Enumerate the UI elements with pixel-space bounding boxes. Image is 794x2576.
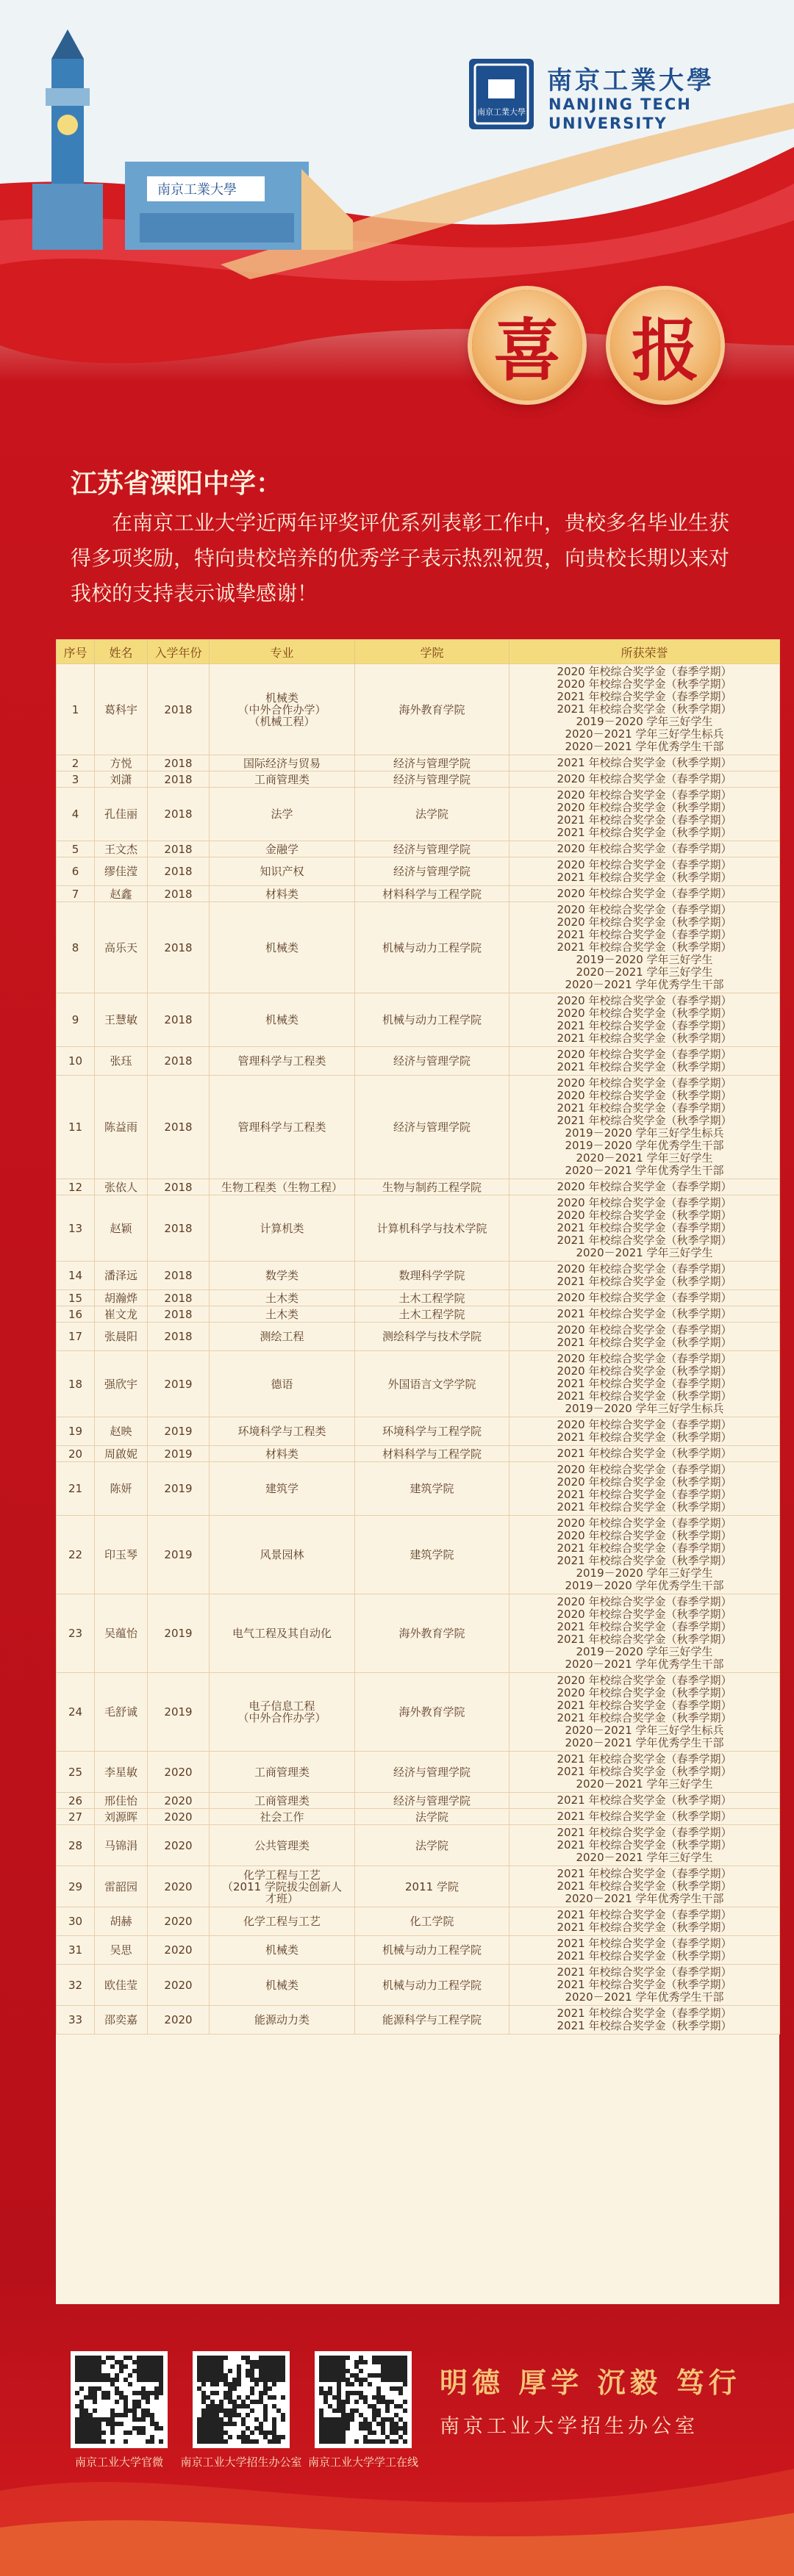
cell-honor: 2021 年校综合奖学金（春季学期） 2021 年校综合奖学金（秋季学期） bbox=[509, 1936, 780, 1965]
table-row bbox=[57, 1793, 780, 1809]
cell-honor: 2020 年校综合奖学金（春季学期） bbox=[509, 1179, 780, 1195]
cell-no: 4 bbox=[57, 788, 95, 841]
table-row bbox=[57, 902, 780, 993]
header-year: 入学年份 bbox=[148, 640, 210, 664]
cell-no: 16 bbox=[57, 1306, 95, 1323]
cell-year: 2018 bbox=[148, 857, 210, 886]
cell-college: 经济与管理学院 bbox=[355, 771, 509, 788]
table-row bbox=[57, 1323, 780, 1351]
table-row bbox=[57, 1047, 780, 1076]
cell-college: 2011 学院 bbox=[355, 1866, 509, 1907]
cell-no: 15 bbox=[57, 1290, 95, 1306]
cell-college: 法学院 bbox=[355, 1825, 509, 1866]
cell-name: 高乐天 bbox=[95, 902, 148, 993]
cell-honor: 2021 年校综合奖学金（春季学期） 2021 年校综合奖学金（秋季学期） bbox=[509, 1907, 780, 1936]
cell-major: 知识产权 bbox=[210, 857, 355, 886]
cell-major: 电气工程及其自动化 bbox=[210, 1594, 355, 1673]
table-row bbox=[57, 1594, 780, 1673]
cell-no: 33 bbox=[57, 2006, 95, 2034]
cell-honor: 2020 年校综合奖学金（春季学期） 2020 年校综合奖学金（秋季学期） 2021 年校综合奖学金（春季学期） 2021 年校综合奖学金（秋季学期） 2019－2020 学年三好学生 2020－2021 学年三好学生标兵 2020－2021 学年优秀学生干部 bbox=[509, 664, 780, 755]
cell-college: 机械与动力工程学院 bbox=[355, 902, 509, 993]
cell-major: 管理科学与工程类 bbox=[210, 1076, 355, 1179]
cell-major: 建筑学 bbox=[210, 1462, 355, 1516]
cell-name: 陈妍 bbox=[95, 1462, 148, 1516]
table-row bbox=[57, 755, 780, 771]
table-row bbox=[57, 1907, 780, 1936]
cell-no: 1 bbox=[57, 664, 95, 755]
table-row bbox=[57, 1936, 780, 1965]
logo-english-line2: UNIVERSITY bbox=[548, 115, 668, 132]
cell-no: 11 bbox=[57, 1076, 95, 1179]
cell-year: 2019 bbox=[148, 1594, 210, 1673]
qr-code-icon bbox=[319, 2356, 407, 2444]
cell-year: 2018 bbox=[148, 664, 210, 755]
table-row bbox=[57, 664, 780, 755]
cell-name: 印玉琴 bbox=[95, 1516, 148, 1594]
cell-honor: 2021 年校综合奖学金（春季学期） 2021 年校综合奖学金（秋季学期） 2020－2021 学年三好学生 bbox=[509, 1825, 780, 1866]
cell-honor: 2021 年校综合奖学金（春季学期） 2021 年校综合奖学金（秋季学期） 2020－2021 学年优秀学生干部 bbox=[509, 1965, 780, 2006]
cell-name: 欧佳莹 bbox=[95, 1965, 148, 2006]
table-row bbox=[57, 857, 780, 886]
cell-no: 28 bbox=[57, 1825, 95, 1866]
cell-college: 材料科学与工程学院 bbox=[355, 886, 509, 902]
cell-no: 2 bbox=[57, 755, 95, 771]
cell-college: 土木工程学院 bbox=[355, 1306, 509, 1323]
cell-major: 能源动力类 bbox=[210, 2006, 355, 2034]
cell-name: 马锦涓 bbox=[95, 1825, 148, 1866]
cell-honor: 2020 年校综合奖学金（春季学期） 2020 年校综合奖学金（秋季学期） 2021 年校综合奖学金（春季学期） 2021 年校综合奖学金（秋季学期） 2020－2021 学年三好学生 bbox=[509, 1195, 780, 1262]
cell-major: 数学类 bbox=[210, 1262, 355, 1290]
cell-honor: 2020 年校综合奖学金（春季学期） 2020 年校综合奖学金（秋季学期） 2021 年校综合奖学金（春季学期） 2021 年校综合奖学金（秋季学期） 2019－2020 学年三好学生标兵 2019－2020 学年优秀学生干部 2020－2021 学年三好学生 2020－2021 学年优秀学生干部 bbox=[509, 1076, 780, 1179]
cell-major: 测绘工程 bbox=[210, 1323, 355, 1351]
cell-major: 风景园林 bbox=[210, 1516, 355, 1594]
cell-college: 建筑学院 bbox=[355, 1462, 509, 1516]
table-row bbox=[57, 841, 780, 857]
cell-name: 胡瀚烨 bbox=[95, 1290, 148, 1306]
cell-honor: 2020 年校综合奖学金（春季学期） bbox=[509, 886, 780, 902]
cell-name: 吴思 bbox=[95, 1936, 148, 1965]
cell-year: 2020 bbox=[148, 1866, 210, 1907]
cell-honor: 2020 年校综合奖学金（春季学期） 2020 年校综合奖学金（秋季学期） 2021 年校综合奖学金（春季学期） 2021 年校综合奖学金（秋季学期） bbox=[509, 788, 780, 841]
table-row bbox=[57, 1417, 780, 1446]
admissions-office-name: 南京工业大学招生办公室 bbox=[440, 2415, 698, 2438]
table-row bbox=[57, 2006, 780, 2034]
cell-no: 18 bbox=[57, 1351, 95, 1417]
cell-major: 公共管理类 bbox=[210, 1825, 355, 1866]
cell-honor: 2021 年校综合奖学金（秋季学期） bbox=[509, 1306, 780, 1323]
cell-major: 国际经济与贸易 bbox=[210, 755, 355, 771]
header-major: 专业 bbox=[210, 640, 355, 664]
table-row bbox=[57, 1866, 780, 1907]
cell-year: 2018 bbox=[148, 1179, 210, 1195]
cell-college: 经济与管理学院 bbox=[355, 841, 509, 857]
cell-name: 赵映 bbox=[95, 1417, 148, 1446]
cell-honor: 2020 年校综合奖学金（春季学期） 2020 年校综合奖学金（秋季学期） 2021 年校综合奖学金（春季学期） 2021 年校综合奖学金（秋季学期） 2019－2020 学年三好学生 2020－2021 学年优秀学生干部 bbox=[509, 1594, 780, 1673]
qr-code-admissions-office[interactable] bbox=[193, 2351, 290, 2448]
qr-code-icon bbox=[75, 2356, 163, 2444]
cell-major: 土木类 bbox=[210, 1306, 355, 1323]
cell-no: 20 bbox=[57, 1446, 95, 1462]
cell-college: 数理科学学院 bbox=[355, 1262, 509, 1290]
cell-no: 22 bbox=[57, 1516, 95, 1594]
cell-honor: 2020 年校综合奖学金（春季学期） 2020 年校综合奖学金（秋季学期） 2021 年校综合奖学金（春季学期） 2021 年校综合奖学金（秋季学期） bbox=[509, 1462, 780, 1516]
cell-college: 土木工程学院 bbox=[355, 1290, 509, 1306]
cell-name: 王慧敏 bbox=[95, 993, 148, 1047]
cell-honor: 2020 年校综合奖学金（春季学期） 2020 年校综合奖学金（秋季学期） 2021 年校综合奖学金（春季学期） 2021 年校综合奖学金（秋季学期） 2019－2020 学年三好学生标兵 bbox=[509, 1351, 780, 1417]
cell-honor: 2020 年校综合奖学金（春季学期） 2020 年校综合奖学金（秋季学期） 2021 年校综合奖学金（春季学期） 2021 年校综合奖学金（秋季学期） 2019－2020 学年三好学生 2019－2020 学年优秀学生干部 bbox=[509, 1516, 780, 1594]
cell-name: 李星敏 bbox=[95, 1752, 148, 1793]
cell-college: 机械与动力工程学院 bbox=[355, 1936, 509, 1965]
table-row bbox=[57, 1965, 780, 2006]
qr-code-official-wechat[interactable] bbox=[71, 2351, 168, 2448]
cell-no: 7 bbox=[57, 886, 95, 902]
table-row bbox=[57, 1351, 780, 1417]
cell-college: 能源科学与工程学院 bbox=[355, 2006, 509, 2034]
cell-year: 2020 bbox=[148, 2006, 210, 2034]
building-sign: 南京工業大學 bbox=[157, 182, 237, 198]
cell-name: 刘潇 bbox=[95, 771, 148, 788]
cell-name: 崔文龙 bbox=[95, 1306, 148, 1323]
header-no: 序号 bbox=[57, 640, 95, 664]
table-row bbox=[57, 1262, 780, 1290]
cell-honor: 2020 年校综合奖学金（春季学期） 2020 年校综合奖学金（秋季学期） 2021 年校综合奖学金（春季学期） 2021 年校综合奖学金（秋季学期） 2020－2021 学年三好学生标兵 2020－2021 学年优秀学生干部 bbox=[509, 1673, 780, 1752]
cell-honor: 2020 年校综合奖学金（春季学期） 2021 年校综合奖学金（秋季学期） bbox=[509, 1417, 780, 1446]
cell-no: 21 bbox=[57, 1462, 95, 1516]
cell-major: 工商管理类 bbox=[210, 1793, 355, 1809]
cell-year: 2020 bbox=[148, 1965, 210, 2006]
honor-table bbox=[56, 639, 780, 2034]
table-row bbox=[57, 1076, 780, 1179]
cell-honor: 2021 年校综合奖学金（春季学期） 2021 年校综合奖学金（秋季学期） 2020－2021 学年优秀学生干部 bbox=[509, 1866, 780, 1907]
cell-no: 19 bbox=[57, 1417, 95, 1446]
cell-year: 2018 bbox=[148, 1290, 210, 1306]
cell-year: 2020 bbox=[148, 1793, 210, 1809]
cell-no: 25 bbox=[57, 1752, 95, 1793]
table-header-row bbox=[57, 640, 780, 664]
cell-name: 赵颖 bbox=[95, 1195, 148, 1262]
qr-caption-2: 南京工业大学招生办公室 bbox=[180, 2456, 302, 2469]
cell-major: 法学 bbox=[210, 788, 355, 841]
logo-english-line1: NANJING TECH bbox=[548, 96, 692, 113]
cell-major: 工商管理类 bbox=[210, 771, 355, 788]
cell-year: 2020 bbox=[148, 1907, 210, 1936]
cell-no: 6 bbox=[57, 857, 95, 886]
cell-no: 17 bbox=[57, 1323, 95, 1351]
cell-year: 2018 bbox=[148, 841, 210, 857]
cell-college: 环境科学与工程学院 bbox=[355, 1417, 509, 1446]
university-logo bbox=[468, 57, 776, 138]
cell-major: 材料类 bbox=[210, 1446, 355, 1462]
cell-major: 机械类 bbox=[210, 902, 355, 993]
cell-college: 经济与管理学院 bbox=[355, 1047, 509, 1076]
qr-code-student-online[interactable] bbox=[315, 2351, 412, 2448]
xi-character-badge: 喜 bbox=[472, 290, 582, 400]
cell-name: 刘源晖 bbox=[95, 1809, 148, 1825]
cell-honor: 2020 年校综合奖学金（春季学期） 2021 年校综合奖学金（秋季学期） bbox=[509, 1262, 780, 1290]
cell-year: 2019 bbox=[148, 1516, 210, 1594]
cell-honor: 2020 年校综合奖学金（春季学期） bbox=[509, 1290, 780, 1306]
table-row bbox=[57, 1825, 780, 1866]
cell-name: 张依人 bbox=[95, 1179, 148, 1195]
cell-college: 海外教育学院 bbox=[355, 1673, 509, 1752]
table-row bbox=[57, 771, 780, 788]
cell-year: 2019 bbox=[148, 1351, 210, 1417]
table-body bbox=[57, 664, 780, 2034]
cell-college: 经济与管理学院 bbox=[355, 1076, 509, 1179]
cell-no: 29 bbox=[57, 1866, 95, 1907]
cell-name: 方悦 bbox=[95, 755, 148, 771]
cell-honor: 2021 年校综合奖学金（秋季学期） bbox=[509, 1446, 780, 1462]
cell-year: 2018 bbox=[148, 1076, 210, 1179]
logo-chinese-name: 南京工業大學 bbox=[547, 66, 715, 96]
honor-table-container bbox=[56, 639, 779, 2304]
qr-caption-1: 南京工业大学官微 bbox=[74, 2456, 163, 2469]
svg-text:南京工業大學: 南京工業大學 bbox=[477, 107, 526, 117]
cell-name: 张晨阳 bbox=[95, 1323, 148, 1351]
cell-name: 胡赫 bbox=[95, 1907, 148, 1936]
cell-honor: 2020 年校综合奖学金（春季学期） 2020 年校综合奖学金（秋季学期） 2021 年校综合奖学金（春季学期） 2021 年校综合奖学金（秋季学期） 2019－2020 学年三好学生 2020－2021 学年三好学生 2020－2021 学年优秀学生干部 bbox=[509, 902, 780, 993]
qr-code-icon bbox=[197, 2356, 285, 2444]
header-college: 学院 bbox=[355, 640, 509, 664]
cell-year: 2020 bbox=[148, 1809, 210, 1825]
cell-year: 2019 bbox=[148, 1462, 210, 1516]
cell-no: 13 bbox=[57, 1195, 95, 1262]
table-row bbox=[57, 1290, 780, 1306]
cell-major: 电子信息工程 （中外合作办学） bbox=[210, 1673, 355, 1752]
cell-no: 9 bbox=[57, 993, 95, 1047]
cell-no: 32 bbox=[57, 1965, 95, 2006]
cell-honor: 2020 年校综合奖学金（春季学期） 2021 年校综合奖学金（秋季学期） bbox=[509, 1047, 780, 1076]
cell-major: 环境科学与工程类 bbox=[210, 1417, 355, 1446]
cell-college: 经济与管理学院 bbox=[355, 1752, 509, 1793]
cell-college: 机械与动力工程学院 bbox=[355, 1965, 509, 2006]
cell-no: 3 bbox=[57, 771, 95, 788]
cell-no: 31 bbox=[57, 1936, 95, 1965]
cell-college: 计算机科学与技术学院 bbox=[355, 1195, 509, 1262]
table-row bbox=[57, 1195, 780, 1262]
cell-year: 2018 bbox=[148, 771, 210, 788]
cell-college: 法学院 bbox=[355, 788, 509, 841]
cell-major: 化学工程与工艺 （2011 学院拔尖创新人 才班） bbox=[210, 1866, 355, 1907]
cell-no: 5 bbox=[57, 841, 95, 857]
cell-name: 孔佳丽 bbox=[95, 788, 148, 841]
university-motto: 明德 厚学 沉毅 笃行 bbox=[440, 2366, 741, 2399]
cell-name: 邵奕嘉 bbox=[95, 2006, 148, 2034]
cell-no: 10 bbox=[57, 1047, 95, 1076]
cell-honor: 2021 年校综合奖学金（秋季学期） bbox=[509, 1793, 780, 1809]
cell-year: 2018 bbox=[148, 886, 210, 902]
cell-no: 26 bbox=[57, 1793, 95, 1809]
cell-honor: 2021 年校综合奖学金（秋季学期） bbox=[509, 755, 780, 771]
cell-major: 机械类 bbox=[210, 1936, 355, 1965]
table-row bbox=[57, 1179, 780, 1195]
cell-honor: 2020 年校综合奖学金（春季学期） bbox=[509, 771, 780, 788]
cell-honor: 2020 年校综合奖学金（春季学期） bbox=[509, 841, 780, 857]
cell-year: 2019 bbox=[148, 1673, 210, 1752]
greeting-body: 在南京工业大学近两年评奖评优系列表彰工作中，贵校多名毕业生获得多项奖励，特向贵校培养的优秀学子表示热烈祝贺，向贵校长期以来对我校的支持表示诚挚感谢！ bbox=[71, 511, 730, 605]
bao-character-badge: 报 bbox=[610, 290, 720, 400]
cell-name: 强欣宇 bbox=[95, 1351, 148, 1417]
cell-major: 管理科学与工程类 bbox=[210, 1047, 355, 1076]
cell-honor: 2020 年校综合奖学金（春季学期） 2020 年校综合奖学金（秋季学期） 2021 年校综合奖学金（春季学期） 2021 年校综合奖学金（秋季学期） bbox=[509, 993, 780, 1047]
cell-year: 2018 bbox=[148, 902, 210, 993]
cell-year: 2018 bbox=[148, 993, 210, 1047]
cell-college: 生物与制药工程学院 bbox=[355, 1179, 509, 1195]
cell-honor: 2021 年校综合奖学金（秋季学期） bbox=[509, 1809, 780, 1825]
cell-year: 2018 bbox=[148, 1047, 210, 1076]
cell-major: 计算机类 bbox=[210, 1195, 355, 1262]
cell-year: 2020 bbox=[148, 1752, 210, 1793]
cell-name: 赵鑫 bbox=[95, 886, 148, 902]
cell-honor: 2020 年校综合奖学金（春季学期） 2021 年校综合奖学金（秋季学期） bbox=[509, 857, 780, 886]
cell-honor: 2020 年校综合奖学金（春季学期） 2021 年校综合奖学金（秋季学期） bbox=[509, 1323, 780, 1351]
cell-no: 8 bbox=[57, 902, 95, 993]
cell-college: 海外教育学院 bbox=[355, 1594, 509, 1673]
cell-year: 2019 bbox=[148, 1417, 210, 1446]
cell-name: 邢佳怡 bbox=[95, 1793, 148, 1809]
cell-college: 外国语言文学学院 bbox=[355, 1351, 509, 1417]
cell-year: 2018 bbox=[148, 755, 210, 771]
table-row bbox=[57, 1462, 780, 1516]
cell-college: 法学院 bbox=[355, 1809, 509, 1825]
cell-no: 27 bbox=[57, 1809, 95, 1825]
cell-year: 2019 bbox=[148, 1446, 210, 1462]
cell-college: 建筑学院 bbox=[355, 1516, 509, 1594]
qr-caption-3: 南京工业大学学工在线 bbox=[307, 2456, 418, 2469]
cell-college: 材料科学与工程学院 bbox=[355, 1446, 509, 1462]
cell-name: 葛科宇 bbox=[95, 664, 148, 755]
cell-name: 雷韶园 bbox=[95, 1866, 148, 1907]
table-row bbox=[57, 1516, 780, 1594]
cell-year: 2018 bbox=[148, 788, 210, 841]
cell-year: 2018 bbox=[148, 1323, 210, 1351]
cell-major: 机械类 （中外合作办学） （机械工程） bbox=[210, 664, 355, 755]
cell-major: 生物工程类（生物工程） bbox=[210, 1179, 355, 1195]
cell-no: 14 bbox=[57, 1262, 95, 1290]
table-row bbox=[57, 1306, 780, 1323]
cell-major: 金融学 bbox=[210, 841, 355, 857]
university-seal-icon bbox=[468, 57, 535, 131]
cell-name: 周啟妮 bbox=[95, 1446, 148, 1462]
table-row bbox=[57, 886, 780, 902]
cell-name: 陈益雨 bbox=[95, 1076, 148, 1179]
cell-college: 经济与管理学院 bbox=[355, 857, 509, 886]
table-row bbox=[57, 1809, 780, 1825]
cell-year: 2018 bbox=[148, 1195, 210, 1262]
cell-year: 2018 bbox=[148, 1306, 210, 1323]
cell-college: 化工学院 bbox=[355, 1907, 509, 1936]
cell-name: 张珏 bbox=[95, 1047, 148, 1076]
cell-no: 24 bbox=[57, 1673, 95, 1752]
cell-name: 吴蕴怡 bbox=[95, 1594, 148, 1673]
cell-college: 经济与管理学院 bbox=[355, 755, 509, 771]
table-row bbox=[57, 1446, 780, 1462]
header-honor: 所获荣誉 bbox=[509, 640, 780, 664]
cell-college: 机械与动力工程学院 bbox=[355, 993, 509, 1047]
cell-year: 2020 bbox=[148, 1825, 210, 1866]
cell-no: 12 bbox=[57, 1179, 95, 1195]
cell-college: 经济与管理学院 bbox=[355, 1793, 509, 1809]
cell-name: 潘泽远 bbox=[95, 1262, 148, 1290]
cell-major: 化学工程与工艺 bbox=[210, 1907, 355, 1936]
cell-major: 德语 bbox=[210, 1351, 355, 1417]
header-name: 姓名 bbox=[95, 640, 148, 664]
cell-major: 社会工作 bbox=[210, 1809, 355, 1825]
cell-major: 土木类 bbox=[210, 1290, 355, 1306]
greeting-title: 江苏省溧阳中学： bbox=[71, 468, 283, 499]
cell-major: 材料类 bbox=[210, 886, 355, 902]
cell-year: 2020 bbox=[148, 1936, 210, 1965]
table-row bbox=[57, 1673, 780, 1752]
cell-year: 2018 bbox=[148, 1262, 210, 1290]
cell-major: 工商管理类 bbox=[210, 1752, 355, 1793]
cell-name: 王文杰 bbox=[95, 841, 148, 857]
table-row bbox=[57, 993, 780, 1047]
table-row bbox=[57, 788, 780, 841]
cell-no: 23 bbox=[57, 1594, 95, 1673]
table-row bbox=[57, 1752, 780, 1793]
cell-college: 海外教育学院 bbox=[355, 664, 509, 755]
cell-college: 测绘科学与技术学院 bbox=[355, 1323, 509, 1351]
cell-honor: 2021 年校综合奖学金（春季学期） 2021 年校综合奖学金（秋季学期） 2020－2021 学年三好学生 bbox=[509, 1752, 780, 1793]
cell-major: 机械类 bbox=[210, 993, 355, 1047]
cell-major: 机械类 bbox=[210, 1965, 355, 2006]
cell-honor: 2021 年校综合奖学金（春季学期） 2021 年校综合奖学金（秋季学期） bbox=[509, 2006, 780, 2034]
cell-no: 30 bbox=[57, 1907, 95, 1936]
cell-name: 缪佳滢 bbox=[95, 857, 148, 886]
cell-name: 毛舒诚 bbox=[95, 1673, 148, 1752]
